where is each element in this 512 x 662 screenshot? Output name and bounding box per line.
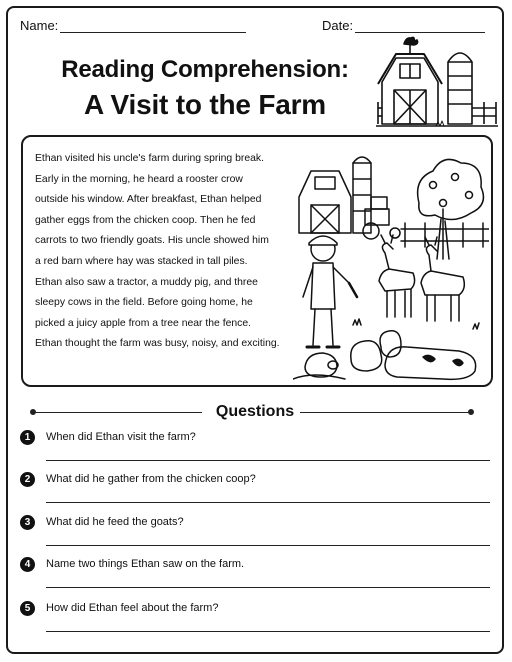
question-item bbox=[20, 515, 490, 555]
story-box bbox=[21, 135, 493, 387]
question-item bbox=[20, 601, 490, 641]
question-text: Name two things Ethan saw on the farm. bbox=[46, 558, 245, 570]
date-label: Date: bbox=[322, 18, 354, 33]
farm-scene-illustration bbox=[293, 149, 489, 385]
barn-illustration bbox=[376, 36, 498, 130]
answer-line[interactable] bbox=[46, 545, 490, 546]
story-line: Ethan thought the farm was busy, noisy, and exciting. bbox=[35, 338, 280, 350]
divider-dot bbox=[468, 409, 474, 415]
answer-line[interactable] bbox=[46, 460, 490, 461]
question-number-badge: 5 bbox=[20, 601, 35, 616]
story-line: gather eggs from the chicken coop. Then he fed bbox=[35, 214, 256, 226]
answer-line[interactable] bbox=[46, 502, 490, 503]
divider-line bbox=[300, 412, 470, 413]
name-field[interactable] bbox=[60, 32, 246, 33]
answer-line[interactable] bbox=[46, 587, 490, 588]
question-number-badge: 1 bbox=[20, 430, 35, 445]
story-line: Ethan also saw a tractor, a muddy pig, and three bbox=[35, 276, 258, 288]
question-text: What did he feed the goats? bbox=[46, 516, 184, 528]
worksheet-title: Reading Comprehension: bbox=[61, 56, 349, 83]
question-number-badge: 2 bbox=[20, 472, 35, 487]
story-line: Early in the morning, he heard a rooster crow bbox=[35, 173, 243, 185]
question-item bbox=[20, 430, 490, 470]
question-item bbox=[20, 557, 490, 597]
story-title: A Visit to the Farm bbox=[83, 89, 327, 120]
question-text: What did he gather from the chicken coop? bbox=[46, 473, 256, 485]
answer-line[interactable] bbox=[46, 631, 490, 632]
story-line: picked a juicy apple from a tree near the fence. bbox=[35, 317, 252, 329]
question-number-badge: 4 bbox=[20, 557, 35, 572]
date-field[interactable] bbox=[355, 32, 485, 33]
story-line: sleepy cows in the field. Before going home, he bbox=[35, 297, 253, 309]
question-item bbox=[20, 472, 490, 512]
story-line: a red barn where hay was stacked in tall piles. bbox=[35, 255, 248, 267]
story-text bbox=[35, 149, 297, 355]
story-line: outside his window. After breakfast, Ethan helped bbox=[35, 194, 262, 206]
questions-heading: Questions bbox=[215, 403, 295, 420]
question-text: How did Ethan feel about the farm? bbox=[46, 602, 219, 614]
story-line: carrots to two friendly goats. His uncle showed him bbox=[35, 235, 269, 247]
story-line: Ethan visited his uncle's farm during spring break. bbox=[35, 153, 264, 164]
question-number-badge: 3 bbox=[20, 515, 35, 530]
question-text: When did Ethan visit the farm? bbox=[46, 431, 196, 443]
name-label: Name: bbox=[20, 18, 59, 33]
